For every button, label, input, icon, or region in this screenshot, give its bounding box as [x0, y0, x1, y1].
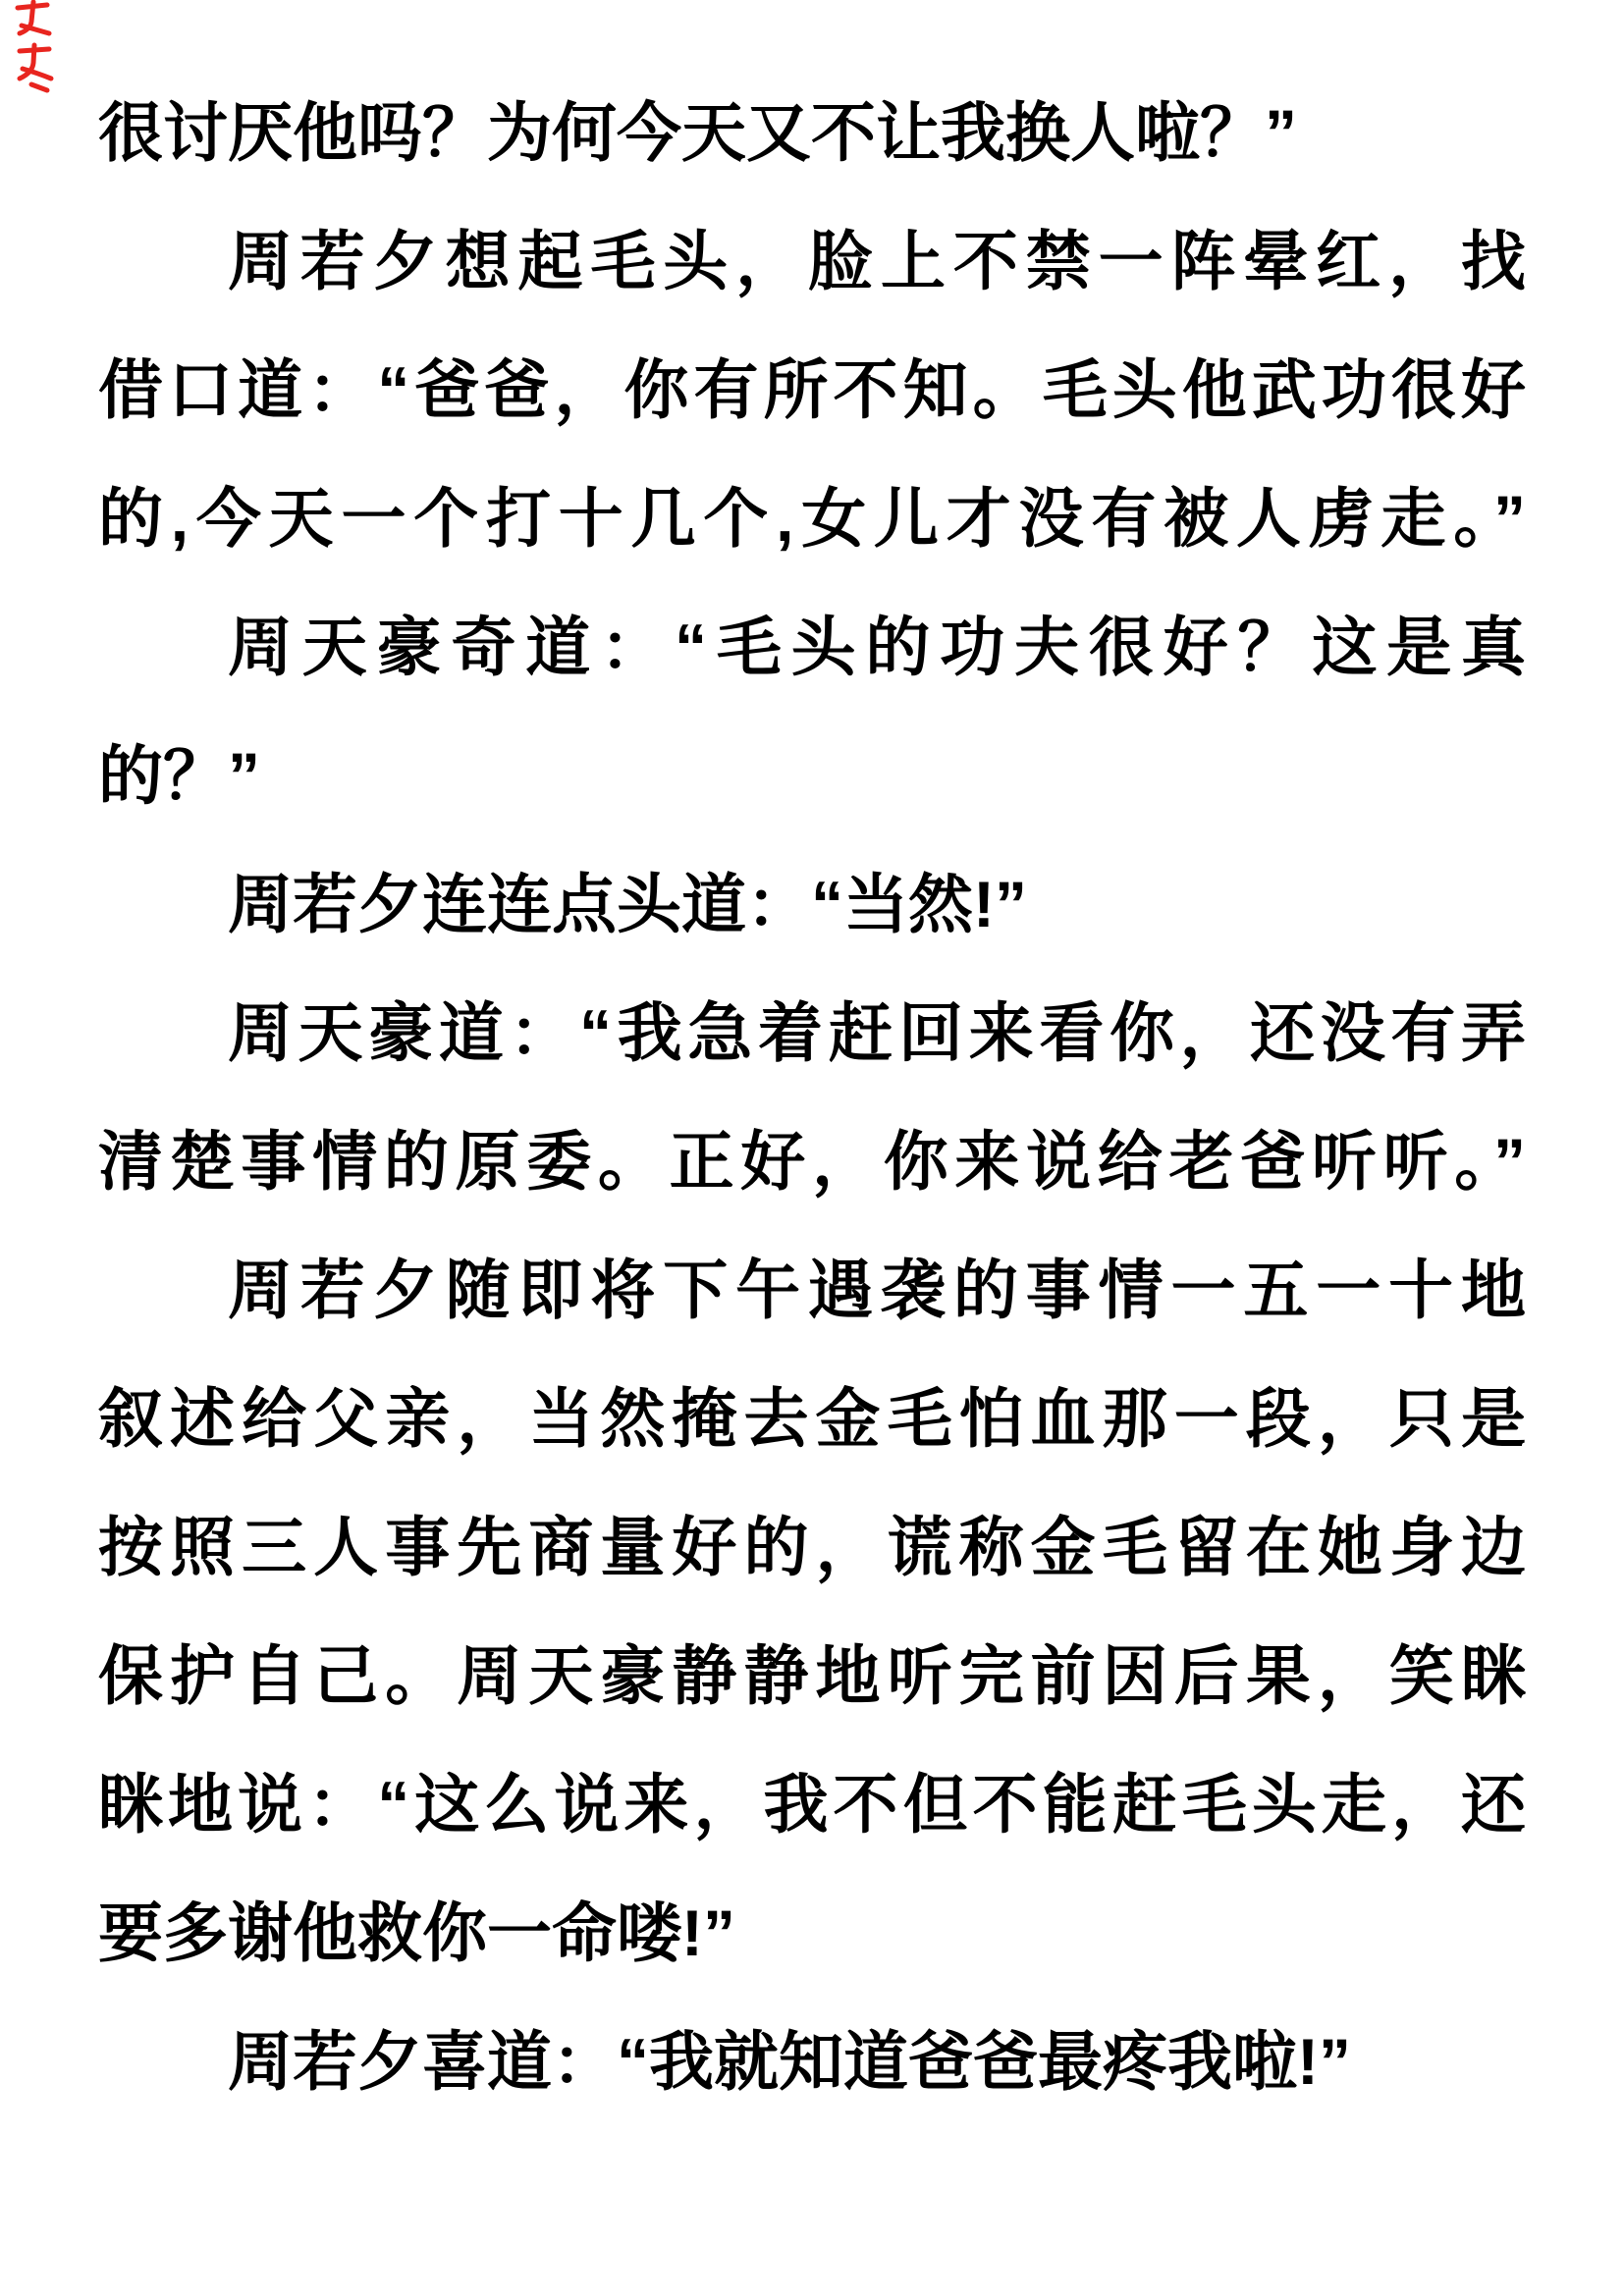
text-line: 保护自己。周天豪静静地听完前因后果，笑眯 [98, 1639, 1526, 1712]
text-line: 周天豪奇道：“毛头的功夫很好？这是真 [228, 611, 1526, 683]
text-line: 借口道：“爸爸，你有所不知。毛头他武功很好 [98, 353, 1526, 426]
text-line: 很讨厌他吗？为何今天又不让我换人啦？” [98, 96, 1297, 169]
text-line: 按照三人事先商量好的，谎称金毛留在她身边 [98, 1511, 1526, 1583]
text-line: 要多谢他救你一命喽!” [98, 1896, 735, 1969]
body-text [98, 69, 1526, 2126]
text-line: 周若夕想起毛头，脸上不禁一阵晕红，找 [228, 225, 1526, 297]
text-line: 叙述给父亲，当然掩去金毛怕血那一段，只是 [98, 1382, 1526, 1455]
text-line: 周若夕喜道：“我就知道爸爸最疼我啦!” [228, 2025, 1351, 2098]
text-line: 眯地说：“这么说来，我不但不能赶毛头走，还 [98, 1768, 1526, 1841]
text-line: 周天豪道：“我急着赶回来看你，还没有弄 [228, 996, 1526, 1069]
text-line: 清楚事情的原委。正好，你来说给老爸听听。” [98, 1125, 1526, 1198]
red-pen-mark [8, 0, 59, 98]
text-line: 周若夕连连点头道：“当然!” [228, 868, 1027, 940]
text-line: 周若夕随即将下午遇袭的事情一五一十地 [228, 1254, 1526, 1326]
text-line: 的,今天一个打十几个,女儿才没有被人虏走。” [98, 482, 1526, 555]
text-line: 的？” [98, 739, 260, 812]
